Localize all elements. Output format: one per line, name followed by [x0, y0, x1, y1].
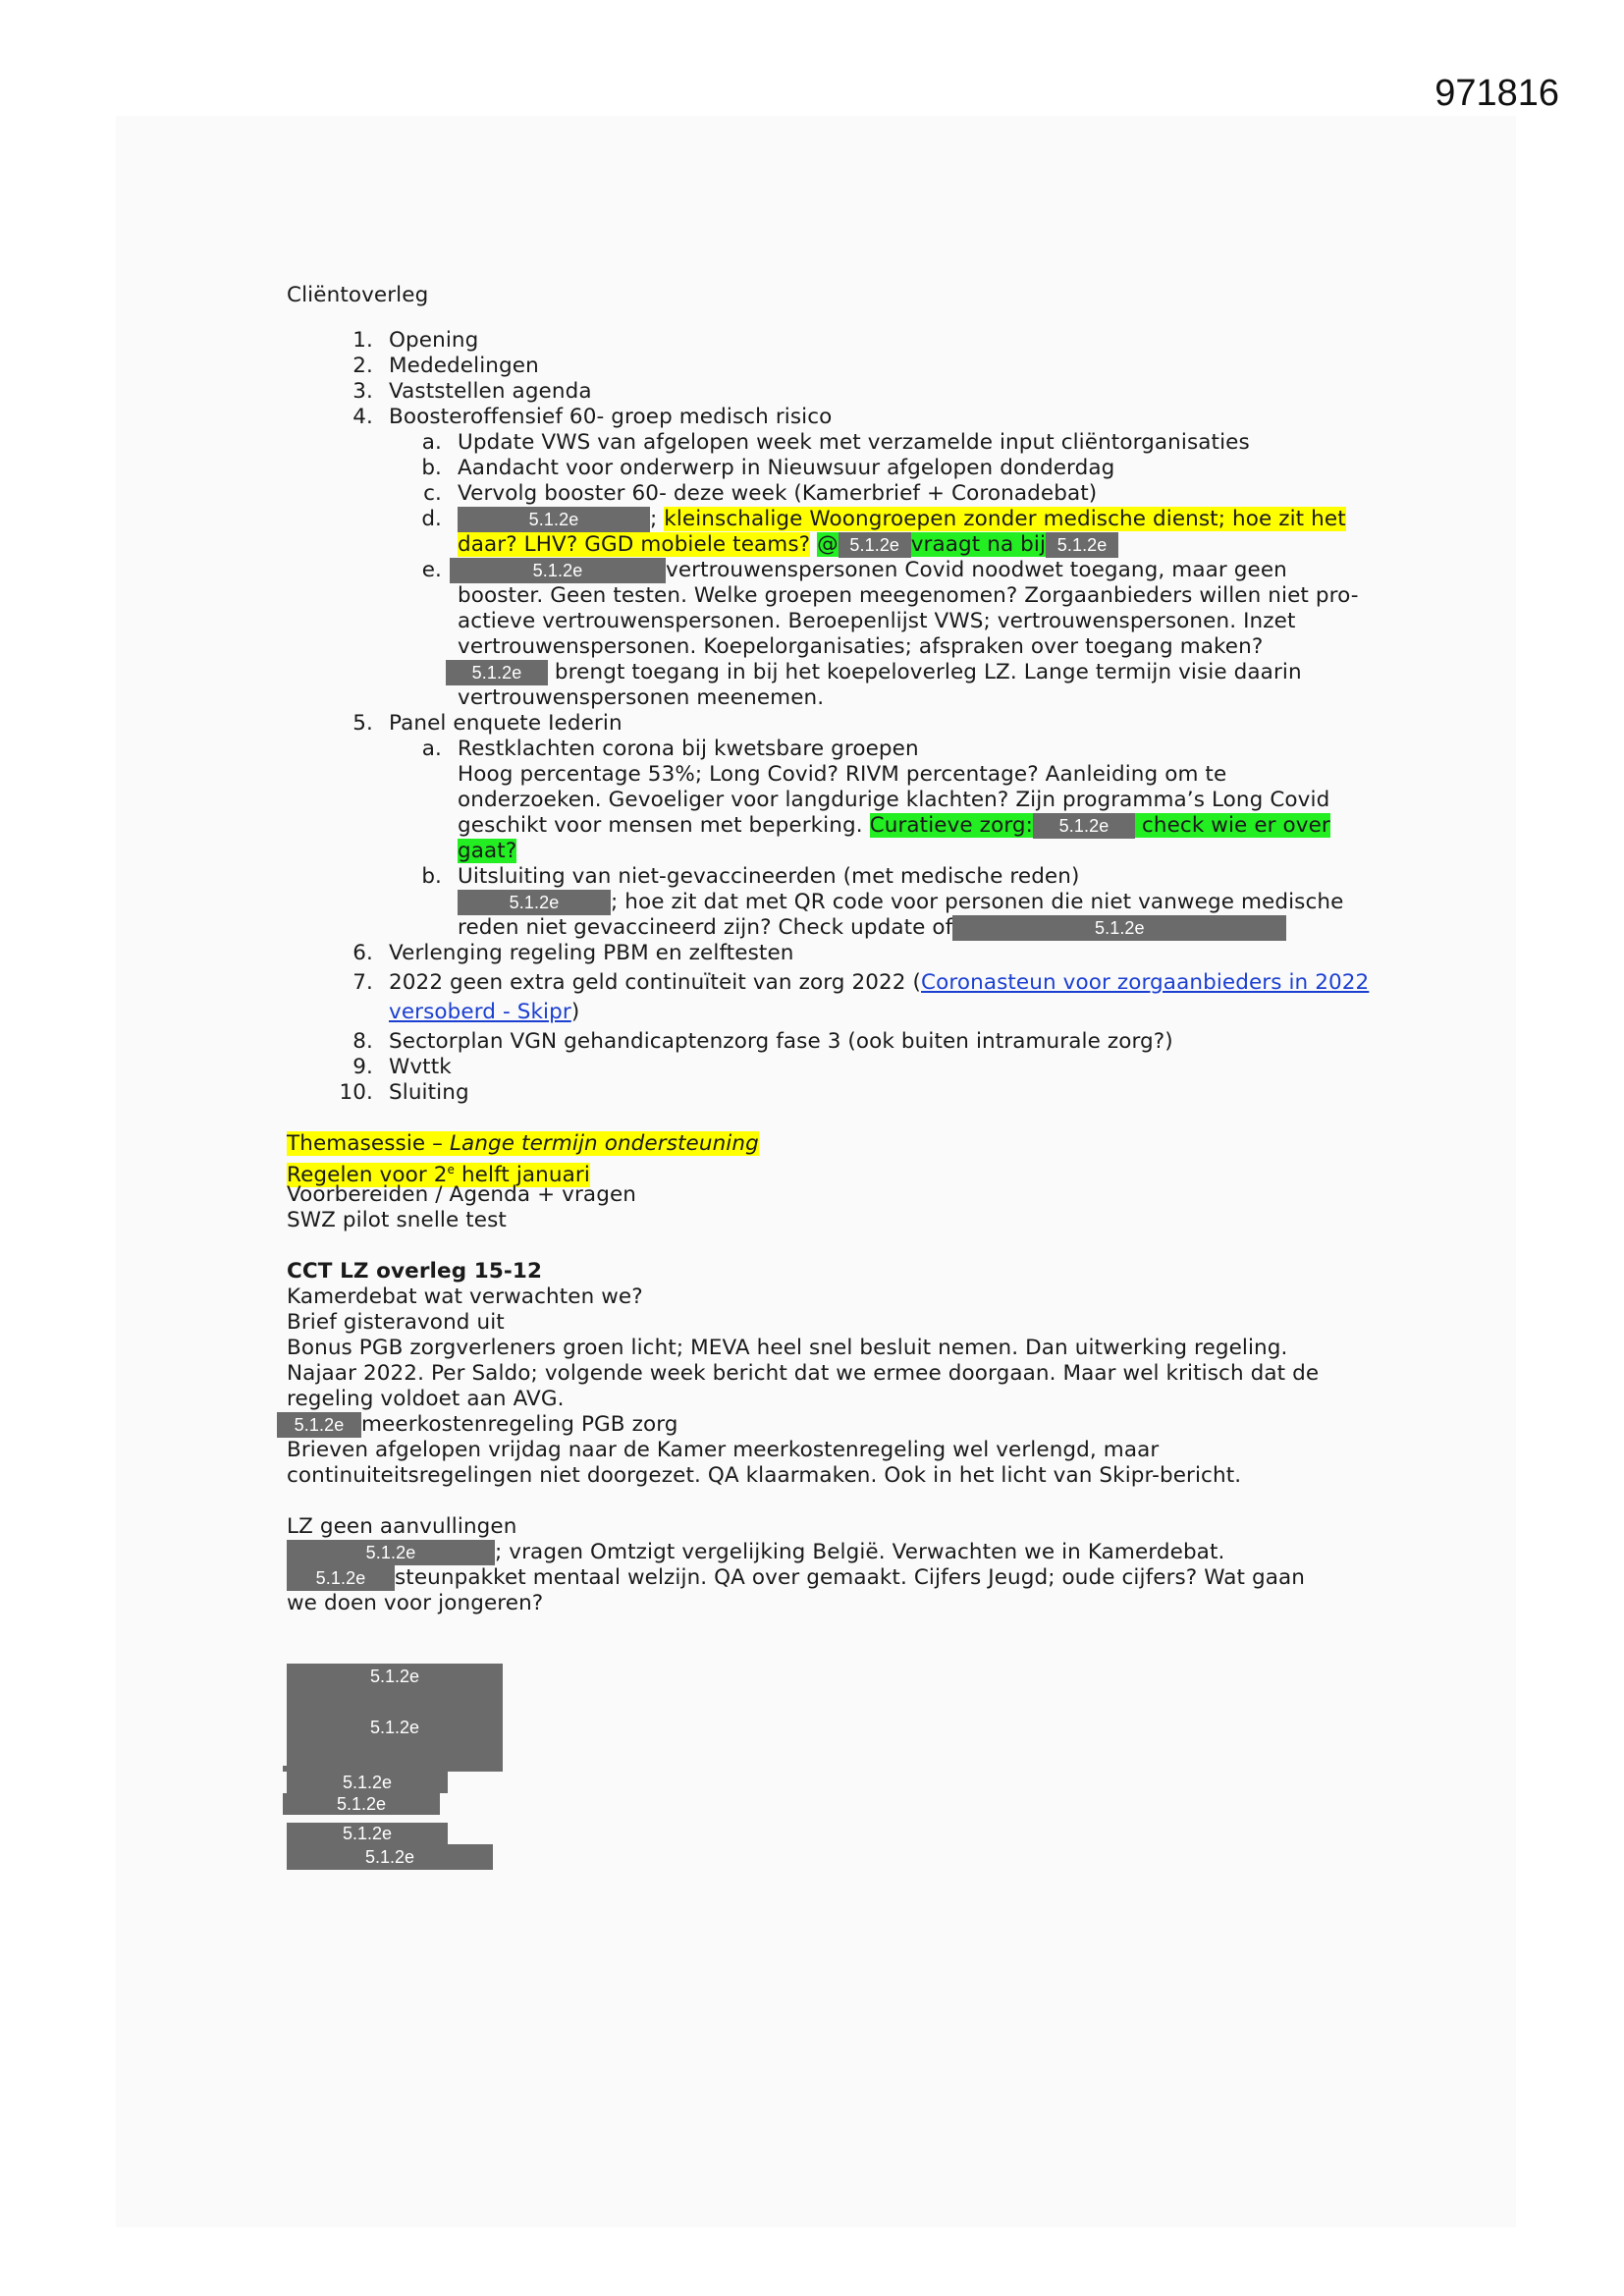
item-5a-line2: onderzoeken. Gevoeliger voor langdurige klachten? Zijn programma’s Long Covid [458, 788, 1330, 812]
agenda-item-2: 2. Mededelingen [352, 354, 539, 378]
cct-steun-2: we doen voor jongeren? [287, 1591, 544, 1615]
item-5b-line1: 5.1.2e ; hoe zit dat met QR code voor personen die niet vanwege medische [287, 890, 1386, 915]
cct-line: Brief gisteravond uit [287, 1310, 505, 1335]
thema-line-4: SWZ pilot snelle test [287, 1208, 507, 1232]
skipr-link[interactable]: Coronasteun voor zorgaanbieders in 2022 [921, 970, 1370, 995]
agenda-item-7-cont: versoberd - Skipr) [389, 1000, 580, 1024]
item-5b: b. Uitsluiting van niet-gevaccineerden (met medische reden) [421, 864, 1080, 889]
cct-line: Najaar 2022. Per Saldo; volgende week bericht dat we ermee doorgaan. Maar wel kritisch dat de [287, 1361, 1320, 1386]
agenda-item-1: 1. Opening [352, 328, 479, 353]
item-5a-line4: gaat? [458, 839, 517, 863]
cct-meerkosten: 5.1.2e meerkostenregeling PGB zorg [287, 1412, 1386, 1438]
agenda-item-5: 5. Panel enquete Iederin [352, 711, 623, 736]
agenda-item-6: 6. Verlenging regeling PBM en zelftesten [352, 941, 794, 965]
redaction-block: 5.1.2e [287, 1844, 493, 1870]
redaction-box: 5.1.2e [458, 890, 611, 915]
page-title: Cliëntoverleg [287, 283, 429, 307]
agenda-item-9: 9. Wvttk [352, 1055, 452, 1079]
cct-line: Bonus PGB zorgverleners groen licht; MEVA heel snel besluit nemen. Dan uitwerking regeling. [287, 1336, 1288, 1360]
item-4e-line4: vertrouwenspersonen. Koepelorganisaties; afspraken over toegang maken? [458, 634, 1264, 659]
thema-line-1: Themasessie – Lange termijn ondersteuning [287, 1131, 759, 1156]
redaction-box: 5.1.2e [287, 1565, 395, 1591]
cct-brieven-1: Brieven afgelopen vrijdag naar de Kamer meerkostenregeling wel verlengd, maar [287, 1438, 1160, 1462]
cct-title: CCT LZ overleg 15-12 [287, 1259, 543, 1284]
redaction-block: 5.1.2e 5.1.2e [287, 1664, 503, 1766]
agenda-item-10: 10. Sluiting [339, 1080, 469, 1105]
cct-lz: LZ geen aanvullingen [287, 1514, 517, 1539]
item-4d-cont: daar? LHV? GGD mobiele teams? @ 5.1.2e vraagt na bij 5.1.2e [287, 532, 1386, 558]
item-4d: d. 5.1.2e ; kleinschalige Woongroepen zonder medische dienst; hoe zit het [421, 507, 1346, 531]
redaction-box: 5.1.2e [839, 532, 911, 558]
document-id: 971816 [1435, 73, 1559, 114]
redaction-box: 5.1.2e [287, 1540, 495, 1565]
redaction-block: 5.1.2e [287, 1823, 448, 1844]
item-4e-line2: booster. Geen testen. Welke groepen meegenomen? Zorgaanbieders willen niet pro- [458, 583, 1359, 608]
item-5a-line1: Hoog percentage 53%; Long Covid? RIVM percentage? Aanleiding om te [458, 762, 1227, 787]
thema-line-3: Voorbereiden / Agenda + vragen [287, 1182, 636, 1207]
cct-steun-1: 5.1.2e steunpakket mentaal welzijn. QA over gemaakt. Cijfers Jeugd; oude cijfers? Wat gaan [287, 1565, 1386, 1591]
highlight-yellow: kleinschalige Woongroepen zonder medische dienst; hoe zit het [664, 507, 1346, 531]
item-5a: a. Restklachten corona bij kwetsbare groepen [421, 737, 919, 761]
document-body [287, 283, 1386, 1616]
item-4b: b. Aandacht voor onderwerp in Nieuwsuur afgelopen donderdag [421, 456, 1115, 480]
redaction-box: 5.1.2e [446, 660, 548, 685]
item-4c: c. Vervolg booster 60- deze week (Kamerbrief + Coronadebat) [423, 481, 1098, 506]
item-4e-line6: vertrouwenspersonen meenemen. [458, 685, 825, 710]
redaction-box: 5.1.2e [952, 915, 1286, 941]
redaction-box: 5.1.2e [458, 507, 650, 532]
redaction-box: 5.1.2e [277, 1412, 361, 1438]
item-4e-line5: 5.1.2e brengt toegang in bij het koepeloverleg LZ. Lange termijn visie daarin [287, 660, 1386, 685]
agenda-item-3: 3. Vaststellen agenda [352, 379, 592, 404]
item-5b-line2: reden niet gevaccineerd zijn? Check update of 5.1.2e [287, 915, 1386, 941]
redaction-box: 5.1.2e [1046, 532, 1118, 558]
item-4a: a. Update VWS van afgelopen week met verzamelde input cliëntorganisaties [421, 430, 1250, 455]
redaction-box: 5.1.2e [450, 558, 666, 583]
agenda-item-7: 7. 2022 geen extra geld continuïteit van zorg 2022 (Coronasteun voor zorgaanbieders in 2022 [352, 970, 1370, 995]
redaction-block: 5.1.2e [287, 1772, 448, 1793]
cct-omtzigt: 5.1.2e ; vragen Omtzigt vergelijking België. Verwachten we in Kamerdebat. [287, 1540, 1386, 1565]
cct-brieven-2: continuiteitsregelingen niet doorgezet. QA klaarmaken. Ook in het licht van Skipr-bericht. [287, 1463, 1242, 1488]
highlight-green: vraagt na bij [910, 532, 1047, 557]
skipr-link-cont[interactable]: versoberd - Skipr [389, 1000, 571, 1024]
cct-line: regeling voldoet aan AVG. [287, 1387, 565, 1411]
item-5a-line3: geschikt voor mensen met beperking. Curatieve zorg: 5.1.2e check wie er over [458, 813, 1330, 838]
item-4e-line3: actieve vertrouwenspersonen. Beroepenlijst VWS; vertrouwenspersonen. Inzet [458, 609, 1296, 633]
agenda-item-4: 4. Boosteroffensief 60- groep medisch risico [352, 405, 833, 429]
thema-line-2: Regelen voor 2e helft januari [287, 1163, 590, 1188]
agenda-item-8: 8. Sectorplan VGN gehandicaptenzorg fase 3 (ook buiten intramurale zorg?) [352, 1029, 1173, 1054]
redaction-block: 5.1.2e [283, 1793, 440, 1815]
cct-line: Kamerdebat wat verwachten we? [287, 1285, 643, 1309]
item-4e: e. 5.1.2e vertrouwenspersonen Covid noodwet toegang, maar geen [421, 558, 1287, 582]
redaction-box: 5.1.2e [1033, 813, 1135, 839]
